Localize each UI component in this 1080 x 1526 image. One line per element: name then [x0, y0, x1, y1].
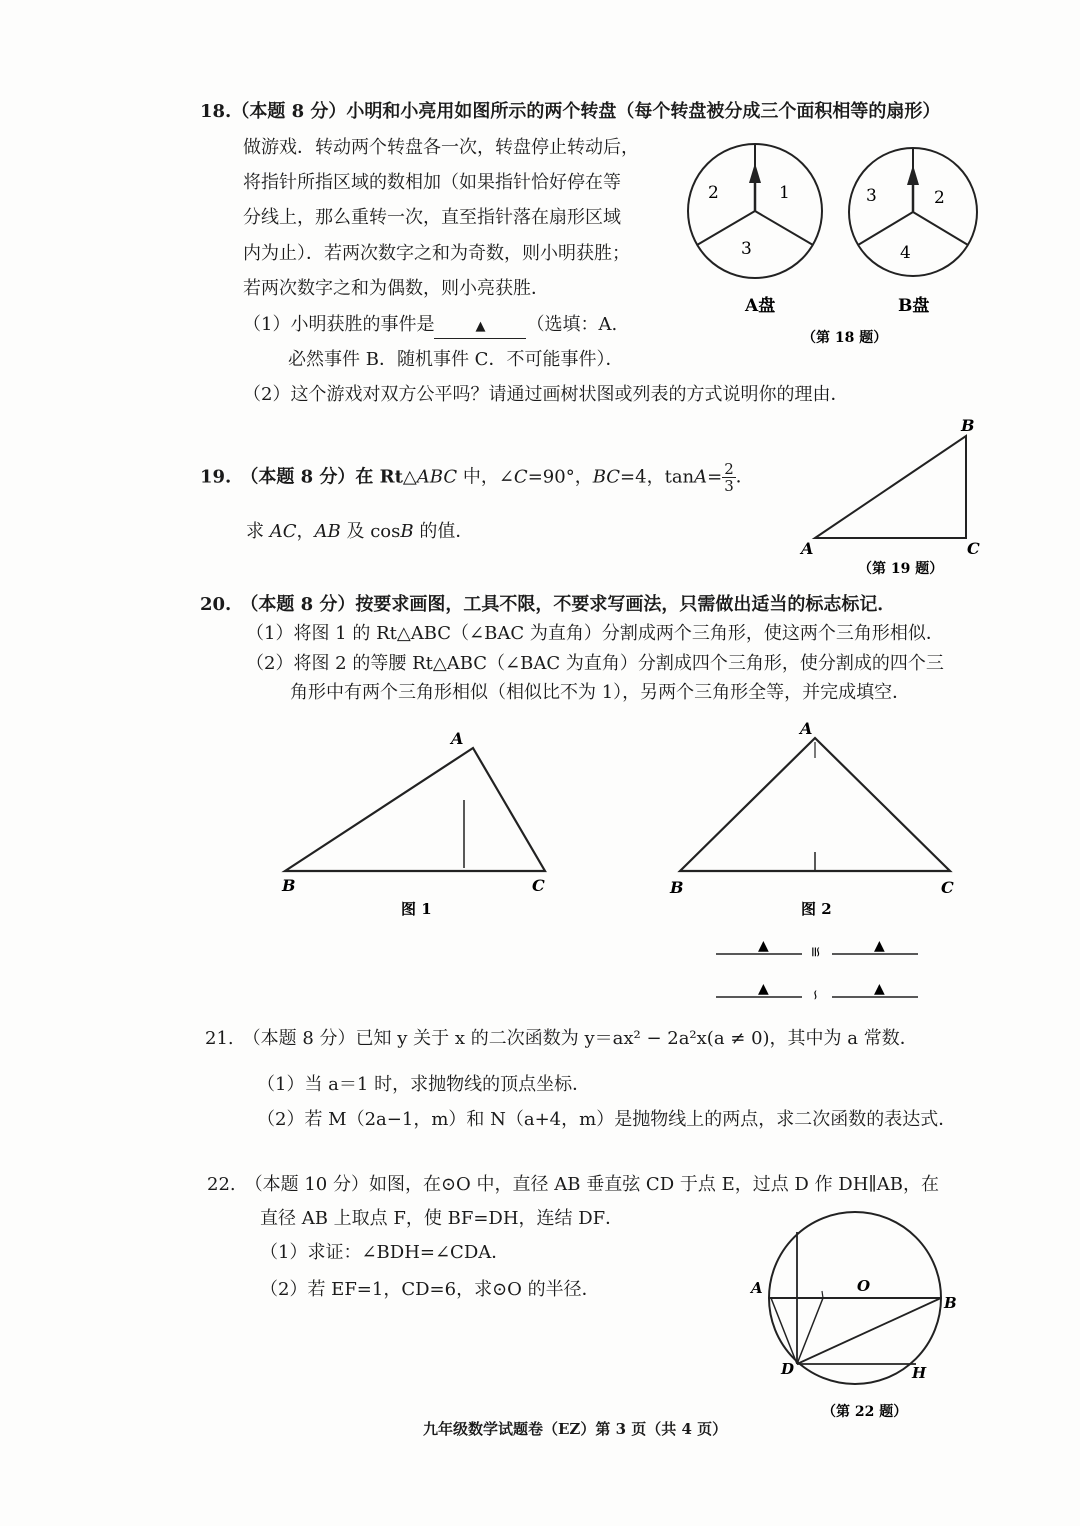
q18-line6: 若两次数字之和为偶数，则小亮获胜． [243, 278, 549, 299]
q18-line4: 分线上，那么重转一次，直至指针落在扇形区域 [243, 207, 621, 228]
q19-text-a-var: A [694, 466, 708, 488]
q19-l2-ac: AC [269, 521, 297, 542]
spinner-a-label: A盘 [745, 296, 776, 316]
blank-mark: ▲ [874, 938, 885, 954]
fig1-label-b: B [282, 876, 296, 895]
q19-text-angle-c: C [513, 466, 528, 488]
spinner-a-num-2: 2 [708, 183, 719, 203]
q22-label-h: H [912, 1364, 927, 1382]
spinner-a-num-1: 1 [779, 183, 790, 203]
q19-text-end: ． [735, 466, 754, 488]
q18-line2: 做游戏．转动两个转盘各一次，转盘停止转动后， [243, 137, 639, 158]
q20-line2: （1）将图 1 的 Rt△ABC（∠BAC 为直角）分割成两个三角形，使这两个三角形相似． [246, 623, 944, 644]
q22-caption: （第 22 题） [822, 1404, 908, 1420]
q19-l2-e: 及 cos [340, 521, 401, 542]
q19-label-b: B [961, 416, 975, 435]
q19-text-bc: BC [592, 466, 621, 488]
q19-text-c: 中，∠ [457, 466, 514, 488]
blank-mark: ▲ [758, 981, 769, 997]
q19-l2-c: ， [296, 521, 315, 542]
q22-line3: （1）求证：∠BDH=∠CDA． [260, 1242, 510, 1263]
q20-line3: （2）将图 2 的等腰 Rt△ABC（∠BAC 为直角）分割成四个三角形，使分割成的四个三 [246, 653, 944, 674]
fig1-label-c: C [532, 876, 545, 895]
spinner-b-num-3: 3 [866, 186, 877, 206]
q18-caption: （第 18 题） [802, 330, 888, 346]
q20-line4: 角形中有两个三角形相似（相似比不为 1），另两个三角形全等，并完成填空． [290, 682, 911, 703]
q21-line3: （2）若 M（2a−1，m）和 N（a+4，m）是抛物线上的两点，求二次函数的表达式． [257, 1109, 957, 1130]
q18-line1: 18.（本题 8 分）小明和小亮用如图所示的两个转盘（每个转盘被分成三个面积相等的扇形） [200, 101, 941, 122]
blank-mark: ▲ [758, 938, 769, 954]
congruent-symbol: ≌ [807, 946, 823, 958]
q18-line3: 将指针所指区域的数相加（如果指针恰好停在等 [243, 172, 621, 193]
q22-line2: 直径 AB 上取点 F，使 BF=DH，连结 DF． [260, 1208, 624, 1229]
fig1-caption: 图 1 [401, 900, 432, 918]
fig2-caption: 图 2 [801, 900, 832, 918]
q19-l2-g: 的值． [413, 521, 474, 542]
q19-label-c: C [967, 539, 980, 558]
spinner-b-label: B盘 [898, 296, 930, 316]
q22-line1: 22. （本题 10 分）如图，在⊙O 中，直径 AB 垂直弦 CD 于点 E，过点 D 作 DH∥AB，在 [207, 1174, 939, 1195]
q22-line4: （2）若 EF=1，CD=6，求⊙O 的半径． [260, 1279, 600, 1300]
q19-text-a: 19. （本题 8 分）在 Rt△ [200, 466, 417, 488]
q21-line1: 21. （本题 8 分）已知 y 关于 x 的二次函数为 y＝ax² − 2a²x(a ≠ 0)，其中为 a 常数． [205, 1028, 918, 1049]
q19-text-abc: ABC [416, 466, 458, 488]
q22-label-a: A [751, 1279, 763, 1297]
q19-text-e: =90°， [527, 466, 593, 488]
q18-line5: 内为止）．若两次数字之和为奇数，则小明获胜； [243, 243, 630, 264]
blank-mark: ▲ [874, 981, 885, 997]
q18-part1-options: （选填：A. [526, 314, 618, 335]
fig2-label-a: A [800, 719, 813, 738]
q19-l2-ab: AB [314, 521, 341, 542]
q19-l2-b: B [400, 521, 414, 542]
fig2-label-b: B [670, 878, 684, 897]
similar-symbol: ∽ [807, 989, 823, 1001]
q19-text-g: =4，tan [620, 466, 695, 488]
q19-text-eq: = [707, 466, 723, 488]
spinner-b-num-2: 2 [934, 188, 945, 208]
q22-label-o: O [857, 1277, 871, 1295]
q19-l2-a: 求 [246, 521, 270, 542]
fraction-numerator: 2 [724, 460, 734, 478]
q19-caption: （第 19 题） [858, 561, 944, 577]
q22-label-b: B [944, 1294, 957, 1312]
fig2-label-c: C [941, 878, 954, 897]
q18-part1-choices: 必然事件 B．随机事件 C．不可能事件）． [288, 349, 624, 370]
q18-part1-text: （1）小明获胜的事件是 [243, 314, 435, 335]
fig1-label-a: A [451, 729, 464, 748]
q21-line2: （1）当 a＝1 时，求抛物线的顶点坐标． [257, 1074, 591, 1095]
q20-line1: 20. （本题 8 分）按要求画图，工具不限，不要求写画法，只需做出适当的标志标记． [200, 594, 896, 615]
page-footer: 九年级数学试题卷（EZ）第 3 页（共 4 页） [423, 1420, 728, 1438]
q22-label-d: D [781, 1360, 795, 1378]
spinner-a-num-3: 3 [741, 239, 752, 259]
answer-mark: ▲ [475, 319, 486, 334]
fraction-denominator: 3 [724, 477, 734, 495]
q19-label-a: A [801, 539, 814, 558]
spinner-b-num-4: 4 [900, 243, 911, 263]
q18-part2: （2）这个游戏对双方公平吗？请通过画树状图或列表的方式说明你的理由． [243, 384, 849, 405]
